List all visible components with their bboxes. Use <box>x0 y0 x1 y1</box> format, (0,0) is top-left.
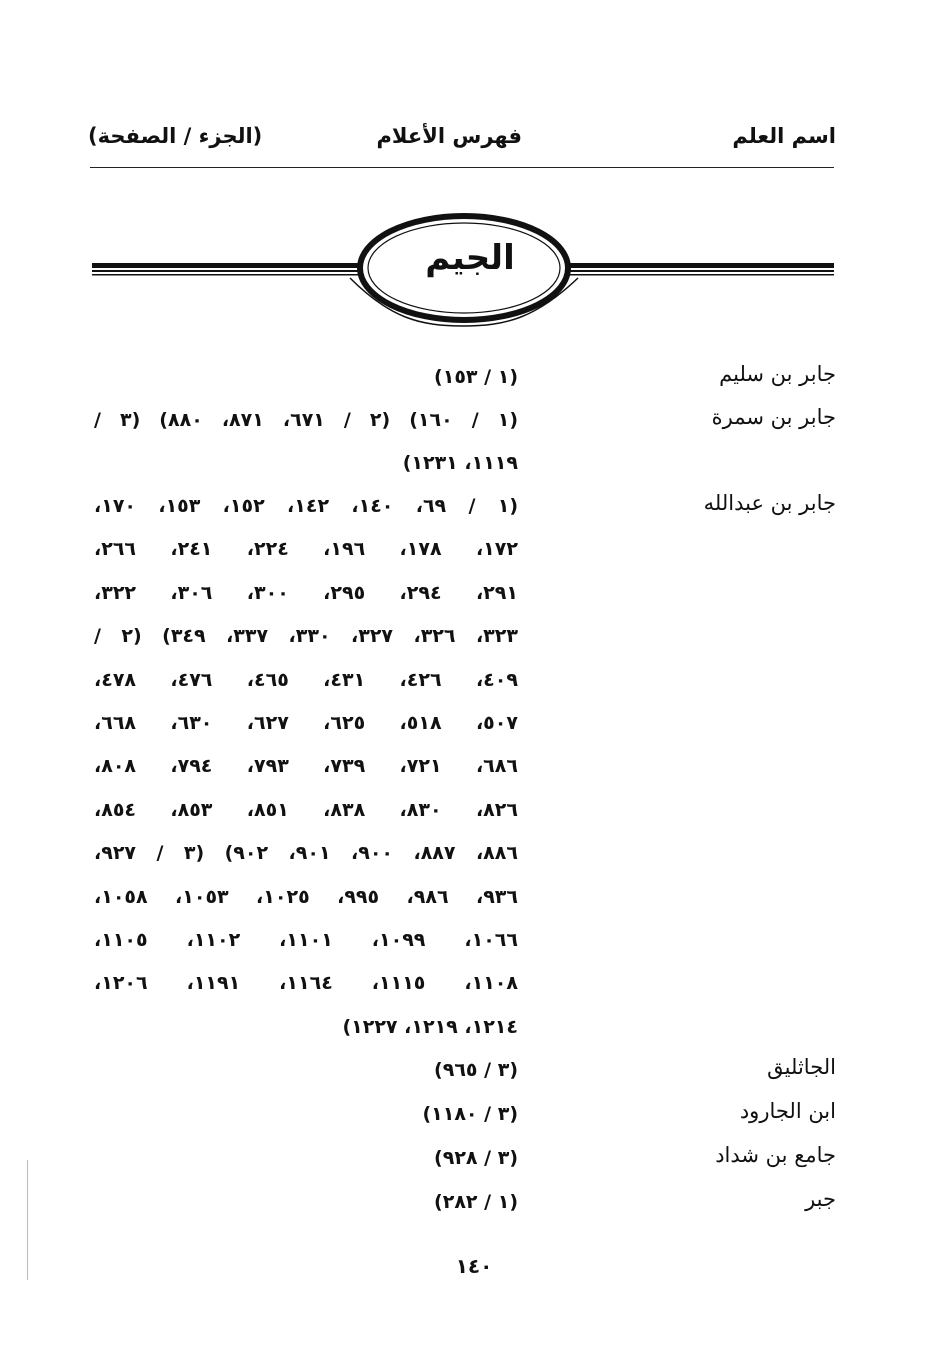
reference-line: ١٧٢، ١٧٨، ١٩٦، ٢٢٤، ٢٤١، ٢٦٦، <box>94 538 518 561</box>
scan-margin-line <box>27 1160 28 1280</box>
index-entry <box>0 491 948 1038</box>
entry-name: الجاثليق <box>767 1055 836 1079</box>
entry-name: جابر بن عبدالله <box>703 491 836 515</box>
index-entry <box>0 362 948 406</box>
page-number: ١٤٠ <box>455 1254 493 1278</box>
reference-line: ٢٩١، ٢٩٤، ٢٩٥، ٣٠٠، ٣٠٦، ٣٢٢، <box>94 581 518 604</box>
header-column-name: اسم العلم <box>732 124 836 148</box>
entry-name: جامع بن شداد <box>715 1143 836 1167</box>
reference-line: ٥٠٧، ٥١٨، ٦٢٥، ٦٢٧، ٦٣٠، ٦٦٨، <box>94 711 518 734</box>
reference-line: ١٠٦٦، ١٠٩٩، ١١٠١، ١١٠٢، ١١٠٥، <box>94 928 518 951</box>
section-title: الجيم <box>425 238 515 278</box>
reference-line: (٣ / ٩٢٨) <box>434 1147 518 1169</box>
index-entry <box>0 1143 948 1187</box>
reference-line: (١ / ٢٨٢) <box>434 1191 518 1213</box>
reference-line: ٤٠٩، ٤٢٦، ٤٣١، ٤٦٥، ٤٧٦، ٤٧٨، <box>94 668 518 691</box>
header-column-volume-page: (الجزء / الصفحة) <box>88 124 263 148</box>
index-entry <box>0 405 948 475</box>
reference-line: ١١١٩، ١٢٣١) <box>402 452 518 475</box>
index-entry <box>0 1099 948 1143</box>
reference-line: ٦٨٦، ٧٢١، ٧٣٩، ٧٩٣، ٧٩٤، ٨٠٨، <box>94 755 518 778</box>
entry-references <box>94 1143 518 1186</box>
entry-references <box>94 405 518 492</box>
header-title: فهرس الأعلام <box>376 124 522 148</box>
header-rule <box>90 167 834 168</box>
reference-line: ١٢١٤، ١٢١٩، ١٢٢٧) <box>342 1015 518 1038</box>
reference-line: ٨٢٦، ٨٣٠، ٨٣٨، ٨٥١، ٨٥٣، ٨٥٤، <box>94 798 518 821</box>
entry-references <box>94 362 518 405</box>
entry-name: جابر بن سمرة <box>711 405 836 429</box>
reference-line: (١ / ٦٩، ١٤٠، ١٤٢، ١٥٢، ١٥٣، ١٧٠، <box>94 495 519 517</box>
reference-line: ١١٠٨، ١١١٥، ١١٦٤، ١١٩١، ١٢٠٦، <box>94 972 518 995</box>
reference-line: (٣ / ٩٦٥) <box>434 1059 518 1081</box>
reference-line: (١ / ١٥٣) <box>434 366 518 388</box>
entry-name: ابن الجارود <box>739 1099 836 1123</box>
index-entry <box>0 1187 948 1231</box>
entry-references <box>94 491 518 1055</box>
entry-references <box>94 1187 518 1230</box>
entry-references <box>94 1055 518 1098</box>
entry-name: جبر <box>805 1187 836 1211</box>
reference-line: ٩٣٦، ٩٨٦، ٩٩٥، ١٠٢٥، ١٠٥٣، ١٠٥٨، <box>94 885 518 908</box>
reference-line: (١ / ١٦٠) (٢ / ٦٧١، ٨٧١، ٨٨٠) (٣ / <box>94 409 518 431</box>
reference-line: ٣٢٣، ٣٢٦، ٣٢٧، ٣٣٠، ٣٣٧، ٣٤٩) (٢ / <box>94 625 518 648</box>
entry-references <box>94 1099 518 1142</box>
reference-line: (٣ / ١١٨٠) <box>422 1103 518 1125</box>
reference-line: ٨٨٦، ٨٨٧، ٩٠٠، ٩٠١، ٩٠٢) (٣ / ٩٢٧، <box>94 842 518 865</box>
index-entry <box>0 1055 948 1099</box>
entry-name: جابر بن سليم <box>719 362 836 386</box>
